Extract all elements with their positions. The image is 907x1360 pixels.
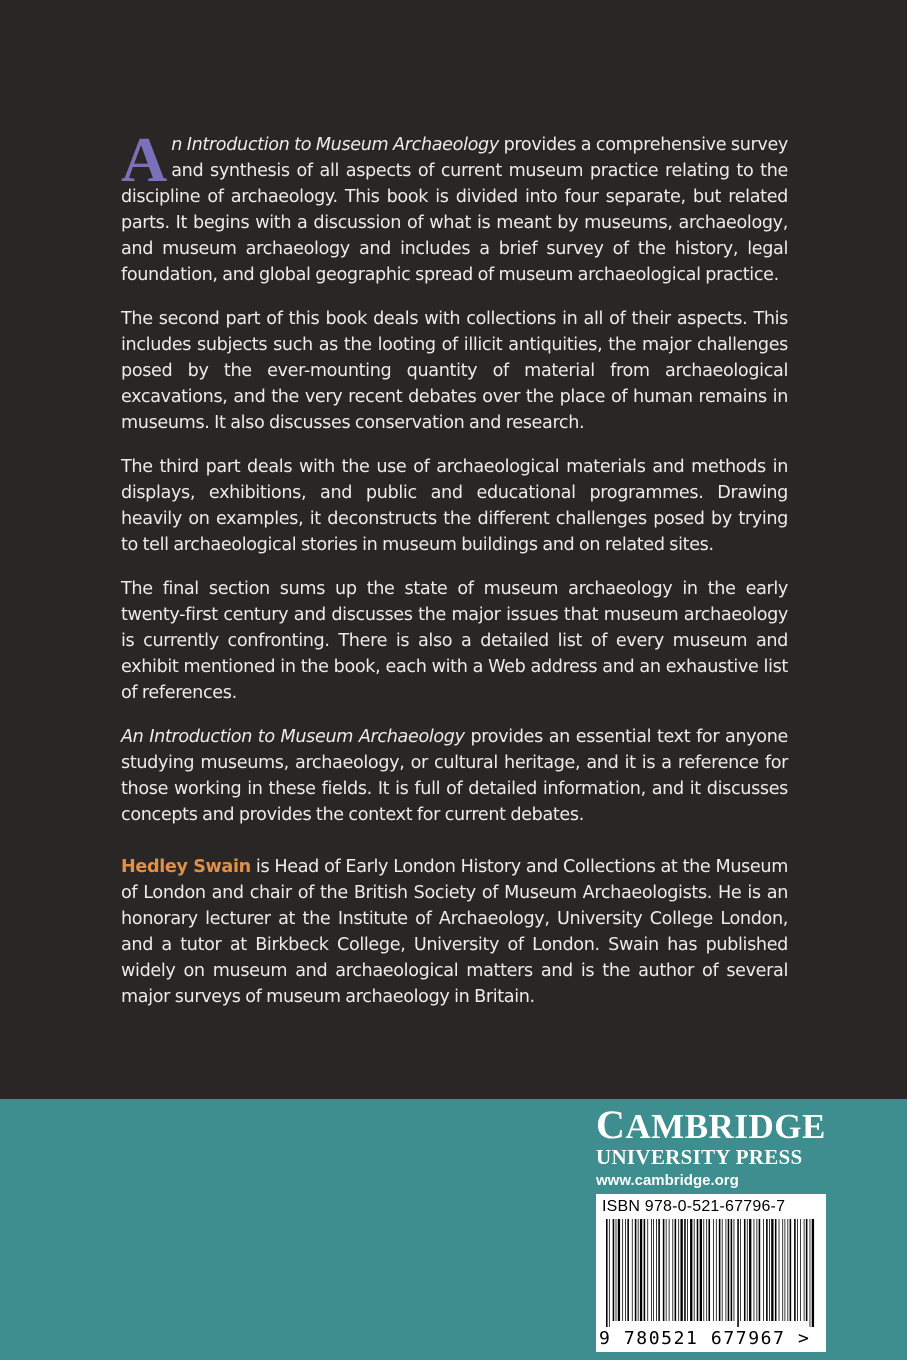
barcode-bar xyxy=(658,1219,660,1321)
barcode-bar xyxy=(812,1219,814,1327)
barcode-bar xyxy=(713,1219,714,1321)
barcode-bar xyxy=(640,1219,642,1321)
barcode-image xyxy=(600,1219,822,1327)
barcode-bar xyxy=(766,1219,768,1321)
barcode-bar xyxy=(616,1219,617,1321)
barcode-bar xyxy=(737,1219,739,1327)
barcode-bar xyxy=(644,1219,646,1321)
barcode-bar xyxy=(606,1219,608,1327)
barcode-bar xyxy=(740,1219,741,1321)
barcode-bar xyxy=(618,1219,620,1321)
barcode-bar xyxy=(749,1219,751,1321)
barcode-bar xyxy=(625,1219,626,1321)
book-title-italic: n Introduction to Museum Archaeology xyxy=(171,135,499,155)
barcode-bar xyxy=(790,1219,792,1321)
barcode-bar xyxy=(810,1219,811,1327)
publisher-name xyxy=(596,1102,836,1147)
drop-cap: A xyxy=(121,124,168,195)
barcode-bar xyxy=(700,1219,702,1321)
barcode-bar xyxy=(651,1219,652,1321)
barcode-bar xyxy=(669,1219,670,1321)
barcode-bar xyxy=(672,1219,673,1321)
barcode-bar xyxy=(756,1219,757,1321)
barcode-bar xyxy=(782,1219,783,1321)
barcode-bar xyxy=(703,1219,704,1321)
barcode-bar xyxy=(779,1219,780,1321)
barcode-bar xyxy=(794,1219,796,1321)
barcode-bar xyxy=(719,1219,721,1321)
barcode-bar xyxy=(726,1219,727,1321)
author-name: Hedley Swain xyxy=(121,857,251,877)
barcode-box xyxy=(596,1194,826,1352)
barcode-bar xyxy=(734,1219,735,1321)
barcode-bar xyxy=(680,1219,682,1321)
barcode-bar xyxy=(647,1219,648,1321)
barcode-bar xyxy=(663,1219,665,1321)
publisher-name-initial: C xyxy=(596,1102,626,1147)
barcode-bar xyxy=(687,1219,688,1321)
publisher-name-rest: AMBRIDGE xyxy=(625,1107,826,1146)
isbn-label: ISBN 978-0-521-67796-7 xyxy=(602,1198,786,1215)
barcode-bar xyxy=(675,1219,677,1321)
barcode-bar xyxy=(716,1219,717,1321)
blurb-paragraph-4: The final section sums up the state of museum archaeology in the early twenty-first century and discusses the major issues that museum archaeology is currently confronting. There is also a detailed list of every museum and exhibit mentioned in the book, each with a Web address and an exhaustive list of references. xyxy=(121,579,788,703)
blurb-paragraph-1 xyxy=(121,124,788,288)
barcode-bar xyxy=(613,1219,615,1321)
blurb-paragraph-2: The second part of this book deals with collections in all of their aspects. This includes subjects such as the looting of illicit antiquities, the major challenges posed by the ever-mounting quantity of material from archaeological excavations, and the very recent debates over the place of human remains in museums. It also discusses conservation and research. xyxy=(121,309,788,433)
barcode-bar xyxy=(627,1219,629,1321)
blurb-text xyxy=(121,124,788,1028)
blurb-paragraph-5 xyxy=(121,724,788,828)
barcode-bar xyxy=(754,1219,755,1321)
author-bio-text: is Head of Early London History and Collections at the Museum of London and chair of the British Society of Museum Archaeologists. He is an honorary lecturer at the Institute of Archaeology, University College London, and a tutor at Birkbeck College, University of London. Swain has published widely on museum and archaeological matters and is the author of several major surveys of museum archaeology in Britain. xyxy=(121,857,788,1007)
barcode-bar xyxy=(694,1219,695,1321)
barcode-bar xyxy=(728,1219,730,1321)
barcode-bar xyxy=(804,1219,805,1321)
barcode-bar xyxy=(635,1219,637,1321)
barcode-bar xyxy=(771,1219,773,1321)
barcode-bar xyxy=(787,1219,788,1321)
barcode-bar xyxy=(744,1219,746,1321)
barcode-bar xyxy=(638,1219,639,1321)
barcode-bar xyxy=(747,1219,748,1321)
barcode-bar xyxy=(797,1219,798,1321)
author-bio xyxy=(121,854,788,1010)
blurb-paragraph-5-text: provides an essential text for anyone studying museums, archaeology, or cultural heritage, and it is a reference for those working in these fields. It is full of detailed information, and it discusses concepts and provides the context for current debates. xyxy=(121,727,788,825)
publisher-logo xyxy=(596,1102,836,1191)
barcode-bar xyxy=(609,1219,610,1327)
book-title-italic: An Introduction to Museum Archaeology xyxy=(121,727,465,747)
barcode-bar xyxy=(722,1219,723,1321)
barcode-bar xyxy=(806,1219,808,1321)
barcode-bar xyxy=(708,1219,710,1321)
barcode-digits: 9 780521 677967 > xyxy=(599,1328,811,1349)
blurb-paragraph-3: The third part deals with the use of archaeological materials and methods in displays, exhibitions, and public and educational programmes. Drawing heavily on examples, it deconstructs the different challenges posed by trying to tell archaeological stories in museum buildings and on related sites. xyxy=(121,457,788,555)
barcode-bar xyxy=(684,1219,686,1321)
barcode-bar xyxy=(678,1219,679,1321)
barcode-bar xyxy=(731,1219,733,1321)
barcode-bar xyxy=(775,1219,777,1321)
barcode-bar xyxy=(653,1219,654,1321)
barcode-bar xyxy=(763,1219,764,1321)
barcode-bar xyxy=(759,1219,761,1321)
publisher-subtitle: UNIVERSITY PRESS xyxy=(596,1145,803,1169)
publisher-url: www.cambridge.org xyxy=(596,1172,739,1189)
barcode-bar xyxy=(697,1219,699,1321)
barcode-bar xyxy=(656,1219,657,1321)
barcode-bar xyxy=(632,1219,633,1321)
barcode-bar xyxy=(666,1219,667,1321)
barcode-bar xyxy=(706,1219,707,1321)
blurb-paragraph-1-text: provides a comprehensive survey and synthesis of all aspects of current museum practice relating to the discipline of archaeology. This book is divided into four separate, but related parts. It begins with a discussion of what is meant by museums, archaeology, and museum archaeology and includes a brief survey of the history, legal foundation, and global geographic spread of museum archaeological practice. xyxy=(121,135,788,285)
barcode-bar xyxy=(690,1219,692,1321)
barcode-bar xyxy=(769,1219,770,1321)
barcode-bar xyxy=(800,1219,801,1321)
barcode-bar xyxy=(785,1219,786,1321)
barcode-bar xyxy=(622,1219,623,1321)
